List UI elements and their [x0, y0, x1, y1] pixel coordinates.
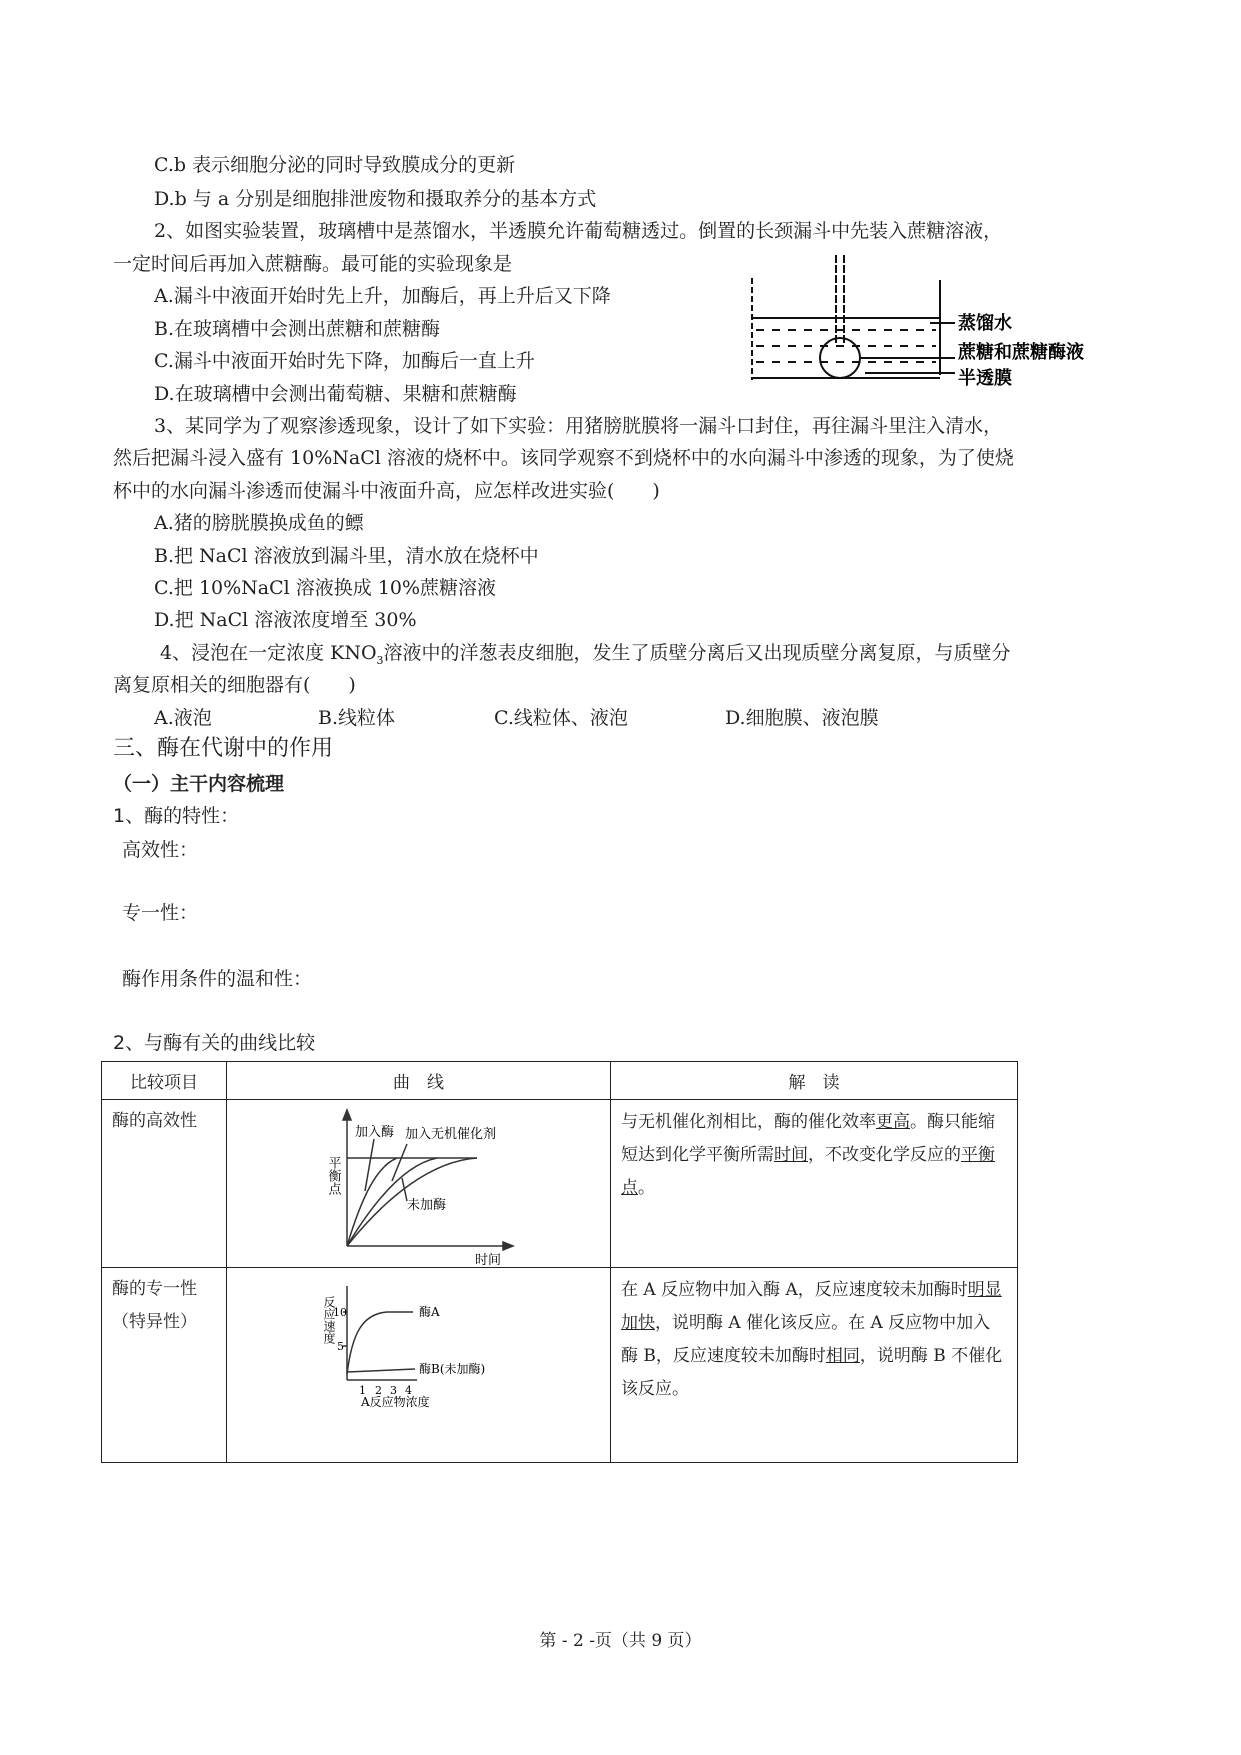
item-1-heading: 1、酶的特性： — [113, 805, 240, 827]
row-item-line1: 酶的专一性 — [112, 1279, 197, 1299]
label-enzyme-b: 酶B(未加酶) — [419, 1362, 486, 1376]
header-explanation: 解 读 — [611, 1062, 1018, 1100]
xlabel-concentration: A反应物浓度 — [361, 1395, 430, 1409]
q2-option-a: A.漏斗中液面开始时先上升，加酶后，再上升后又下降 — [154, 285, 611, 307]
xtick: 1 — [359, 1384, 366, 1397]
mild-conditions-label: 酶作用条件的温和性： — [122, 968, 313, 990]
xtick: 3 — [390, 1384, 397, 1397]
q3-stem-3: 杯中的水向漏斗渗透而使漏斗中液面升高，应怎样改进实验( ) — [113, 480, 660, 502]
q4-option-a: A.液泡 — [154, 707, 212, 729]
header-item: 比较项目 — [102, 1062, 227, 1100]
row-item: 酶的高效性 — [102, 1100, 227, 1268]
xtick: 2 — [375, 1384, 382, 1397]
page-footer: 第 - 2 -页（共 9 页） — [539, 1631, 702, 1651]
label-distilled-water: 蒸馏水 — [958, 313, 1012, 334]
xlabel-time: 时间 — [475, 1253, 502, 1268]
exp-text: 。 — [638, 1178, 655, 1198]
exp-text: 。酶只能缩短达到化学平衡所需 — [621, 1112, 995, 1165]
subsection-title: （一）主干内容梳理 — [113, 773, 285, 795]
q2-stem-2: 一定时间后再加入蔗糖酶。最可能的实验现象是 — [113, 253, 513, 275]
label-membrane: 半透膜 — [958, 368, 1012, 389]
q4-stem — [160, 641, 1011, 673]
q3-stem-2: 然后把漏斗浸入盛有 10%NaCl 溶液的烧杯中。该同学观察不到烧杯中的水向漏斗中渗透的现象，为了使烧 — [113, 447, 1014, 469]
q3-option-c: C.把 10%NaCl 溶液换成 10%蔗糖溶液 — [154, 577, 497, 599]
q3-option-a: A.猪的膀胱膜换成鱼的鳔 — [154, 512, 364, 534]
section-title: 三、酶在代谢中的作用 — [113, 736, 334, 761]
q3-option-b: B.把 NaCl 溶液放到漏斗里，清水放在烧杯中 — [154, 545, 539, 567]
q4-stem-post: 溶液中的洋葱表皮细胞，发生了质壁分离后又出现质壁分离复原，与质壁分 — [383, 642, 1011, 664]
exp-underlined: 平衡点 — [621, 1145, 995, 1198]
q4-option-b: B.线粒体 — [318, 707, 396, 729]
table-row — [102, 1100, 1018, 1268]
exp-text: 在 A 反应物中加入酶 A，反应速度较未加酶时 — [621, 1280, 968, 1300]
q4-subscript: 3 — [376, 653, 384, 667]
label-sucrose-solution: 蔗糖和蔗糖酶液 — [958, 342, 1084, 363]
row-explanation — [611, 1100, 1018, 1268]
exp-underlined: 相同 — [825, 1346, 860, 1366]
q2-stem: 2、如图实验装置，玻璃槽中是蒸馏水，半透膜允许葡萄糖透过。倒置的长颈漏斗中先装入蔗糖溶液， — [154, 220, 1003, 242]
exp-text: ，说明酶 B 不催化该反应。 — [621, 1346, 1003, 1399]
row-item-line2: （特异性） — [112, 1312, 197, 1332]
q3-option-d: D.把 NaCl 溶液浓度增至 30% — [154, 609, 417, 631]
q2-option-d: D.在玻璃槽中会测出葡萄糖、果糖和蔗糖酶 — [154, 383, 517, 405]
table-header-row — [102, 1062, 1018, 1100]
q2-option-b: B.在玻璃槽中会测出蔗糖和蔗糖酶 — [154, 318, 441, 340]
row-explanation — [611, 1268, 1018, 1463]
exp-underlined: 明显加快 — [621, 1280, 1002, 1333]
specificity-curve-figure — [237, 1274, 597, 1409]
q4-option-c: C.线粒体、液泡 — [494, 707, 628, 729]
curve-cell — [227, 1268, 611, 1463]
ytick: 5 — [337, 1340, 344, 1353]
label-enzyme-a: 酶A — [419, 1305, 440, 1319]
enzyme-curve-comparison-table — [101, 1061, 1018, 1463]
label-no-enzyme: 未加酶 — [407, 1198, 447, 1213]
exp-underlined: 更高 — [876, 1112, 910, 1132]
specificity-label: 专一性： — [122, 902, 199, 924]
q4-stem-pre: 4、浸泡在一定浓度 KNO — [160, 642, 377, 664]
exp-text: 与无机催化剂相比，酶的催化效率 — [621, 1112, 876, 1132]
q2-option-c: C.漏斗中液面开始时先下降，加酶后一直上升 — [154, 350, 535, 372]
ylabel-equilibrium: 平衡点 — [325, 1156, 341, 1195]
label-inorganic-catalyst: 加入无机催化剂 — [405, 1127, 497, 1142]
row-item — [102, 1268, 227, 1463]
exp-text: ，说明酶 A 催化该反应。在 A 反应物中加入酶 B，反应速度较未加酶时 — [621, 1313, 991, 1366]
exp-underlined: 时间 — [774, 1145, 808, 1165]
item-2-heading: 2、与酶有关的曲线比较 — [113, 1032, 316, 1054]
curve-cell — [227, 1100, 611, 1268]
q1-option-c: C.b 表示细胞分泌的同时导致膜成分的更新 — [154, 154, 516, 176]
ytick: 10 — [333, 1306, 347, 1319]
q1-option-d: D.b 与 a 分别是细胞排泄废物和摄取养分的基本方式 — [154, 188, 597, 210]
label-enzyme: 加入酶 — [355, 1125, 395, 1140]
q4-stem-2: 离复原相关的细胞器有( ) — [113, 674, 356, 696]
exp-text: ，不改变化学反应的 — [808, 1145, 961, 1165]
osmosis-apparatus-figure — [740, 250, 1100, 390]
ylabel-reaction-rate: 反应速度 — [322, 1296, 336, 1344]
header-curve: 曲 线 — [227, 1062, 611, 1100]
q3-stem: 3、某同学为了观察渗透现象，设计了如下实验：用猪膀胱膜将一漏斗口封住，再往漏斗里注入清水， — [154, 415, 1003, 437]
efficiency-label: 高效性： — [122, 839, 199, 861]
table-row — [102, 1268, 1018, 1463]
q4-option-d: D.细胞膜、液泡膜 — [725, 707, 879, 729]
xtick: 4 — [405, 1384, 412, 1397]
efficiency-curve-figure — [237, 1106, 597, 1268]
